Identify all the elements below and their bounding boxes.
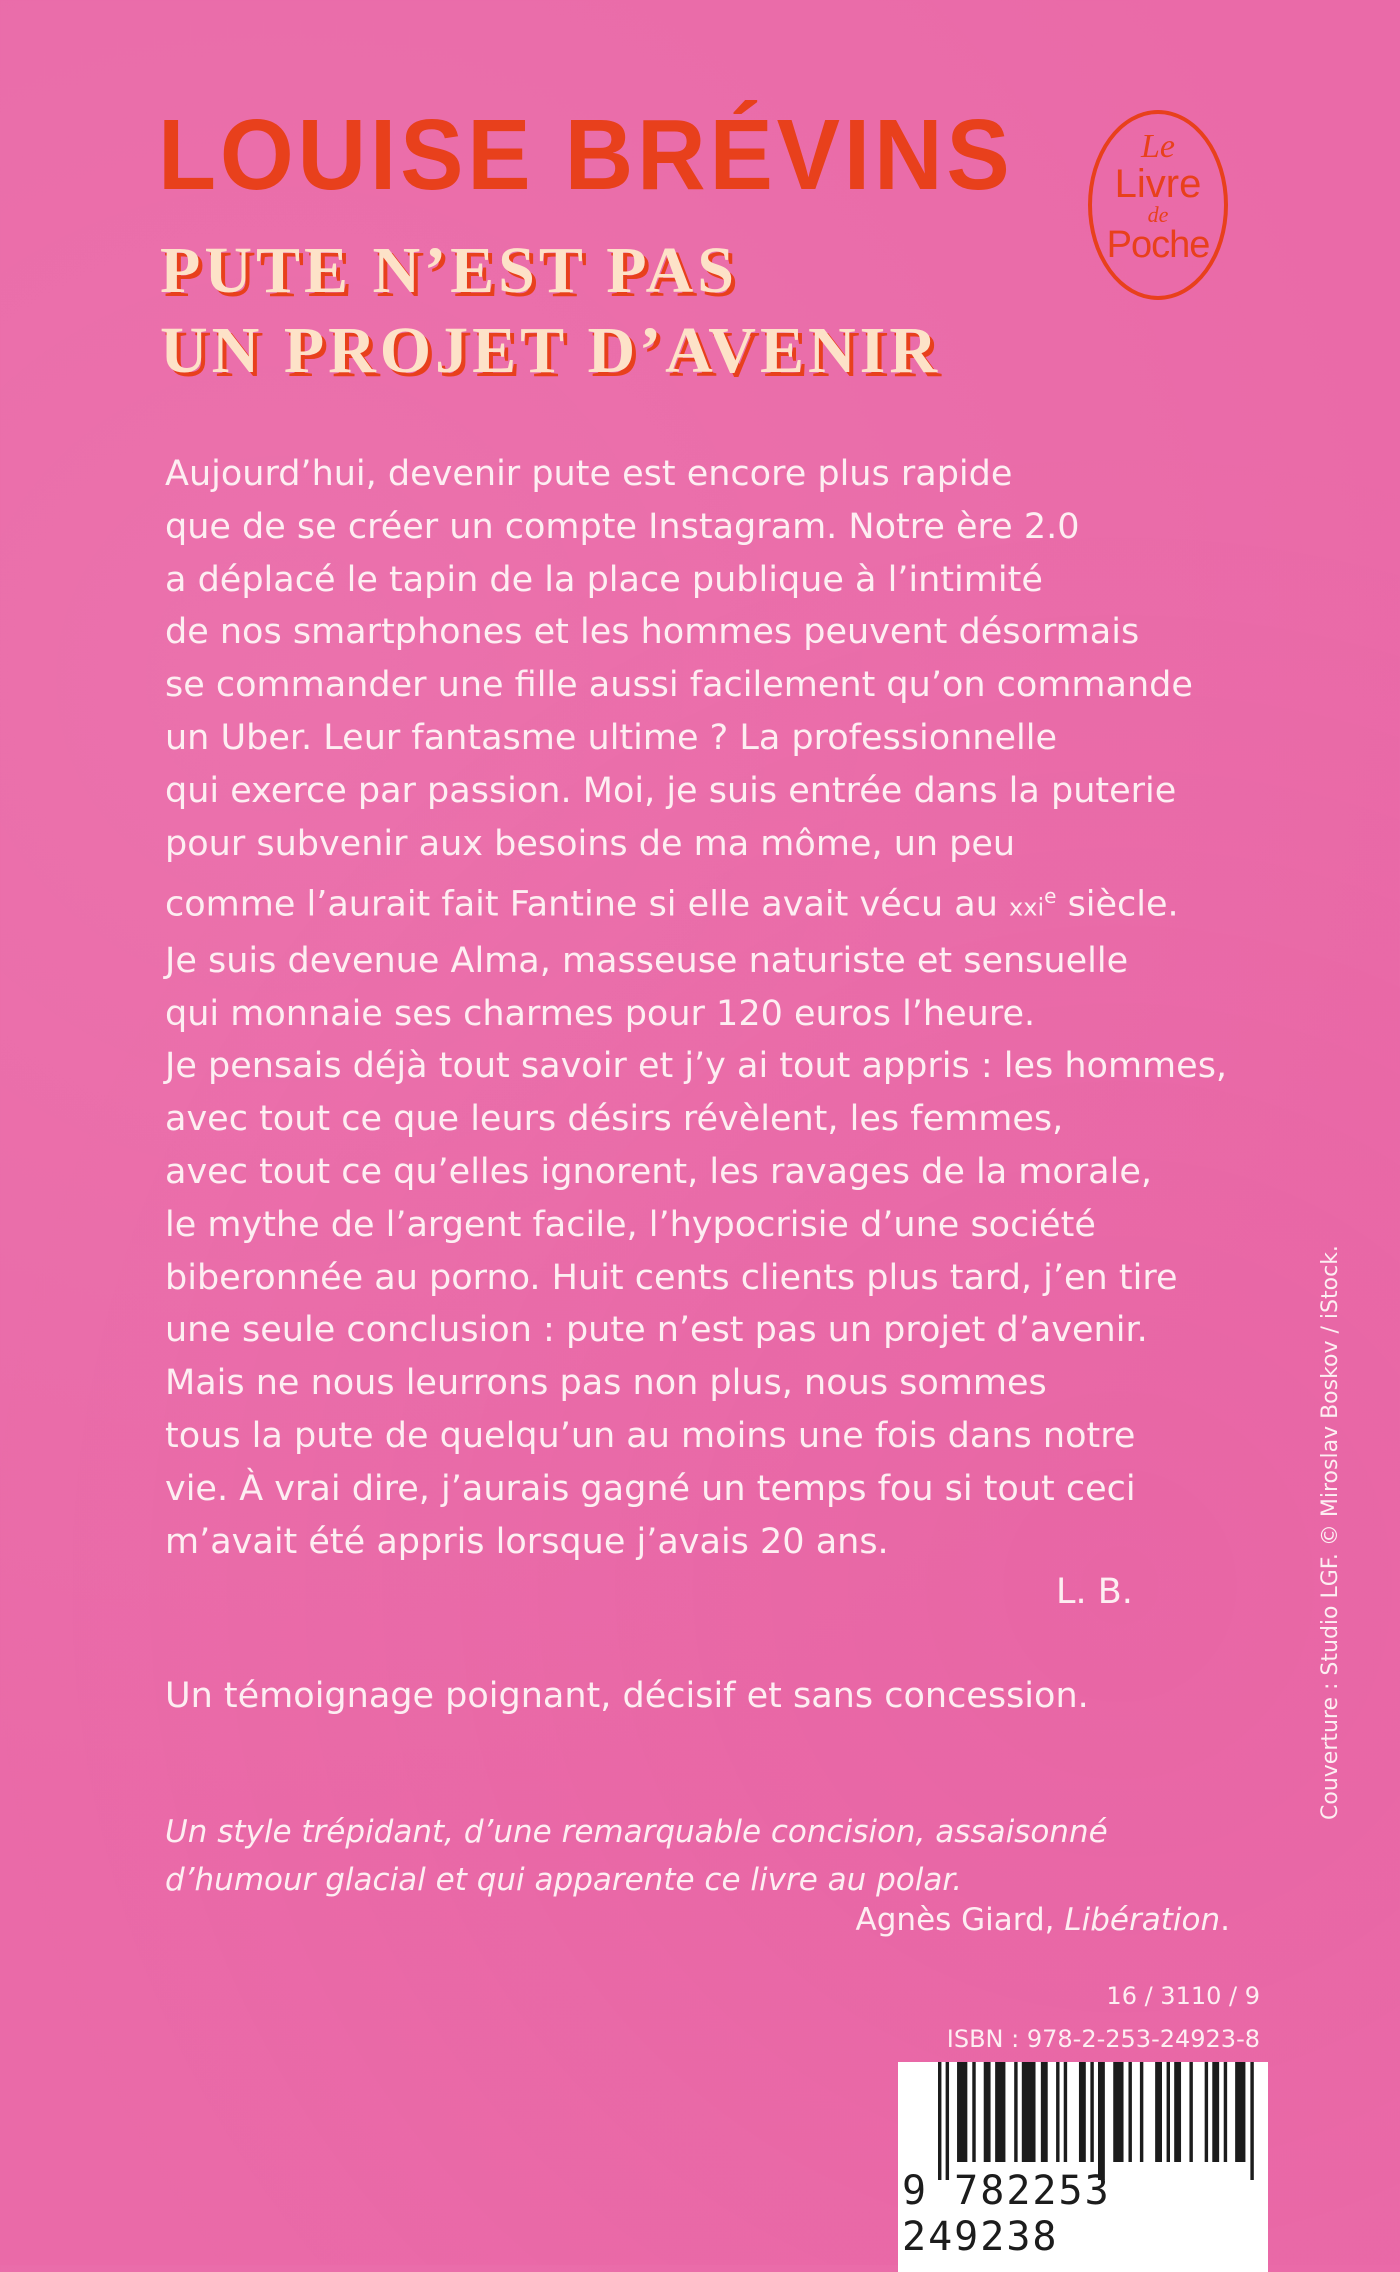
blurb-text-segment: comme l’aurait fait Fantine si elle avait vécu au — [165, 885, 1010, 926]
cover-credit: Couverture : Studio LGF. © Miroslav Boskov / iStock. — [1318, 1245, 1343, 1820]
author-name: LOUISE BRÉVINS — [158, 99, 1014, 211]
blurb-line: Je suis devenue Alma, masseuse naturiste et sensuelle — [165, 940, 1129, 981]
logo-livre: Livre — [1114, 162, 1202, 206]
barcode-number: 9 782253 249238 — [902, 2168, 1111, 2260]
blurb-line: le mythe de l’argent facile, l’hypocrisie d’une société — [165, 1204, 1096, 1245]
century-superscript: e — [1044, 884, 1057, 909]
book-title-line-2: UN PROJET D’AVENIR — [160, 314, 941, 387]
barcode-bar — [957, 2062, 967, 2162]
barcode-bar — [995, 2062, 1005, 2162]
barcode-bar — [1128, 2062, 1131, 2162]
blurb-line: une seule conclusion : pute n’est pas un projet d’avenir. — [165, 1310, 1148, 1351]
blurb-line: avec tout ce qu’elles ignorent, les ravages de la morale, — [165, 1152, 1153, 1193]
blurb-line: pour subvenir aux besoins de ma môme, un peu — [165, 823, 1016, 864]
review-attribution — [856, 1902, 1230, 1938]
blurb-line: vie. À vrai dire, j’aurais gagné un temps fou si tout ceci — [165, 1468, 1136, 1509]
blurb-line: Mais ne nous leurrons pas non plus, nous sommes — [165, 1363, 1047, 1404]
barcode-bar — [1041, 2062, 1048, 2162]
blurb-line: Aujourd’hui, devenir pute est encore plus rapide — [165, 454, 1013, 494]
book-title-line-1: PUTE N’EST PAS — [160, 234, 739, 307]
blurb-line: m’avait été appris lorsque j’avais 20 ans. — [165, 1521, 889, 1562]
barcode-bar — [946, 2062, 949, 2180]
barcode-bar — [1174, 2062, 1181, 2162]
barcode-bar — [972, 2062, 975, 2162]
barcode-bars — [938, 2062, 1258, 2180]
blurb-line: de nos smartphones et les hommes peuvent désormais — [165, 612, 1140, 653]
publisher-logo — [1088, 110, 1228, 300]
barcode-bar — [1189, 2062, 1192, 2162]
barcode-bar — [938, 2062, 941, 2180]
barcode-bar — [1224, 2062, 1227, 2162]
barcode-bar — [1064, 2062, 1067, 2162]
blurb-line: tous la pute de quelqu’un au moins une fois dans notre — [165, 1416, 1136, 1456]
blurb-line: qui exerce par passion. Moi, je suis entrée dans la puterie — [165, 770, 1177, 811]
logo-poche: Poche — [1106, 224, 1210, 266]
blurb-text-segment: siècle. — [1056, 885, 1179, 926]
blurb-text — [165, 448, 1227, 1568]
barcode-bar — [1090, 2062, 1093, 2162]
review-line: Un style trépidant, d’une remarquable concision, assaisonné — [165, 1814, 1108, 1850]
barcode-bar — [1022, 2062, 1036, 2162]
review-quote — [165, 1808, 1108, 1904]
isbn: ISBN : 978-2-253-24923-8 — [946, 2025, 1260, 2053]
blurb-line: un Uber. Leur fantasme ultime ? La professionnelle — [165, 717, 1057, 758]
blurb-line: a déplacé le tapin de la place publique à l’intimité — [165, 559, 1043, 600]
barcode-bar — [1250, 2062, 1253, 2180]
barcode-bar — [1113, 2062, 1123, 2162]
review-author: Agnès Giard, — [855, 1902, 1065, 1938]
blurb-line: Je pensais déjà tout savoir et j’y ai tout appris : les hommes, — [165, 1046, 1228, 1087]
barcode-bar — [984, 2062, 991, 2162]
blurb-line: qui monnaie ses charmes pour 120 euros l’heure. — [165, 993, 1036, 1034]
barcode — [898, 2062, 1268, 2272]
barcode-bar — [1140, 2062, 1143, 2162]
barcode-bar — [1098, 2062, 1105, 2180]
barcode-bar — [1056, 2062, 1059, 2162]
blurb-line — [165, 870, 1227, 934]
barcode-bar — [1079, 2062, 1086, 2162]
century-numeral: xxi — [1009, 894, 1045, 923]
review-line: d’humour glacial et qui apparente ce livre au polar. — [165, 1862, 963, 1898]
logo-le: Le — [1141, 128, 1175, 165]
barcode-bar — [1014, 2062, 1017, 2162]
review-source: Libération — [1064, 1902, 1221, 1938]
blurb-signature: L. B. — [1056, 1572, 1133, 1612]
blurb-line: avec tout ce que leurs désirs révèlent, les femmes, — [165, 1099, 1064, 1140]
review-end: . — [1220, 1902, 1230, 1938]
barcode-bar — [1235, 2062, 1245, 2162]
barcode-bar — [1167, 2062, 1170, 2162]
catalog-reference: 16 / 3110 / 9 — [1106, 1982, 1260, 2010]
blurb-line: que de se créer un compte Instagram. Notre ère 2.0 — [165, 506, 1080, 547]
barcode-bar — [1155, 2062, 1162, 2162]
barcode-bar — [1205, 2062, 1208, 2162]
blurb-line: biberonnée au porno. Huit cents clients plus tard, j’en tire — [165, 1257, 1178, 1298]
blurb-line: se commander une fille aussi facilement qu’on commande — [165, 665, 1193, 706]
reference-block — [947, 1975, 1260, 2061]
barcode-bar — [1212, 2062, 1219, 2162]
tagline: Un témoignage poignant, décisif et sans concession. — [165, 1676, 1089, 1716]
logo-de: de — [1147, 202, 1169, 227]
